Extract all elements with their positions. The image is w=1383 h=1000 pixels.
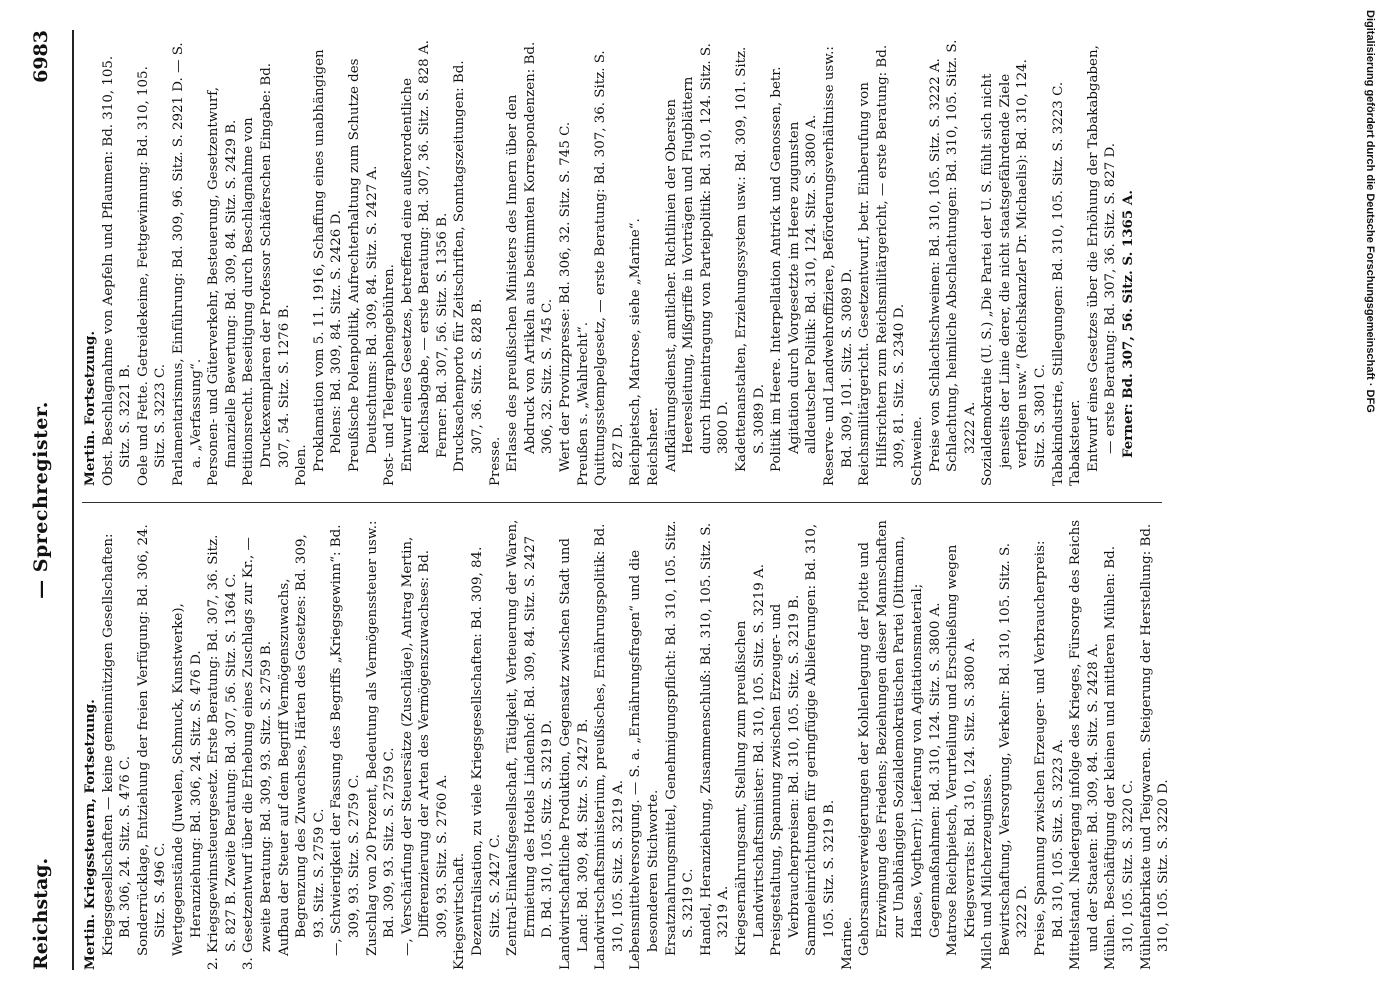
- register-entry: Zentral-Einkaufsgesellschaft, Tätigkeit, Verteuerung der Waren, Ermietung des Hotels Lindenhof: Bd. 309, 84. Sitz. S. 2427 D. Bd. 310, 105. Sitz. S. 3219 D.: [505, 519, 556, 956]
- register-entry: Drucksachenporto für Zeitschriften, Sonntagszeitungen: Bd. 307, 36. Sitz. S. 828 B.: [452, 60, 486, 472]
- register-entry: Tabakindustrie, Stillegungen: Bd. 310, 105. Sitz. S. 3223 C.: [1050, 81, 1066, 486]
- register-entry: Sammeleinrichtungen für geringfügige Ablieferungen: Bd. 310, 105. Sitz. S. 3219 B.: [804, 523, 837, 956]
- register-entry: Kriegsgesellschaften — keine gemeinnützigen Gesellschaften: Bd. 306, 24. Sitz. S. 476 C.: [100, 533, 134, 956]
- register-entry: 3. Gesetzentwurf über die Erhebung eines Zuschlags zur Kr., — zweite Beratung: Bd. 309, 93. Sitz. S. 2759 B.: [241, 537, 274, 970]
- register-entry: Matrose Reichpietsch, Verurteilung und Erschießung wegen Kriegsverrats: Bd. 310, 124. Sitz. S. 3800 A.: [945, 544, 978, 956]
- register-entry: Milch und Milcherzeugnisse.: [980, 773, 996, 970]
- register-entry: Post- und Telegraphengebühren.: [382, 264, 398, 486]
- register-entry: Landwirtschaftliche Produktion, Gegensatz zwischen Stadt und Land: Bd. 309, 84. Sitz. S. 2427 B.: [558, 538, 591, 970]
- register-entry: Marine.: [839, 916, 855, 970]
- right-column: [82, 34, 1172, 486]
- register-entry: Preußen s. „Wahlrecht“.: [575, 322, 591, 486]
- register-entry: Erlasse des preußischen Ministers des Innern über den Abdruck von Artikeln aus bestimmten Korrespondenzen: Bd. 306, 32. Sitz. S. 745 C.: [505, 41, 556, 472]
- register-entry: —, Schwierigkeit der Fassung des Begriffs „Kriegsgewinn“: Bd. 309, 93. Sitz. S. 2759 C.: [329, 524, 362, 956]
- register-entry: Entwurf eines Gesetzes, betreffend eine außerordentliche Reichsabgabe, — erste Beratung: Bd. 307, 36. Sitz. S. 828 A.: [399, 40, 433, 472]
- register-entry: Parlamentarismus, Einführung: Bd. 309, 96. Sitz. S. 2921 D. — S. a. „Verfassung“.: [170, 42, 204, 486]
- register-entry: Mertin. Fortsetzung.: [82, 330, 98, 486]
- register-entry: Sozialdemokratie (U. S.) „Die Partei der U. S. fühlt sich nicht jenseits der Linie derer, die nicht staatsgefährdende Ziele verfolgen usw.“ (Reichskanzler Dr. Michaelis): Bd. 310, 124. Sitz. S. 3801 C.: [980, 59, 1049, 486]
- register-entry: Personen- und Güterverkehr, Besteuerung, Gesetzentwurf, finanzielle Bewertung: Bd. 309, 84. Sitz. S. 2429 B.: [206, 87, 239, 486]
- register-entry: Reichpietsch, Matrose, siehe „Marine“.: [628, 218, 644, 486]
- register-entry: Ferner: Bd. 307, 56. Sitz. S. 1356 B.: [434, 212, 450, 458]
- register-entry: Polen.: [294, 444, 310, 486]
- register-entry: Mühlen. Beschäftigung der kleinen und mittleren Mühlen: Bd. 310, 105. Sitz. S. 3220 C.: [1103, 546, 1137, 970]
- register-entry: Schweine.: [909, 416, 925, 486]
- register-entry: Proklamation vom 5. 11. 1916, Schaffung eines unabhängigen Polens: Bd. 309, 84. Sitz. S. 2426 D.: [311, 49, 345, 472]
- register-entry: Lebensmittelversorgung. — S. a. „Ernährungsfragen“ und die besonderen Stichworte.: [628, 549, 661, 970]
- register-entry: Preußische Polenpolitik, Aufrechterhaltung zum Schutze des Deutschtums: Bd. 309, 84. Sitz. S. 2427 A.: [346, 58, 380, 472]
- register-entry: Dezentralisation, zu viele Kriegsgesellschaften: Bd. 309, 84. Sitz. S. 2427 C.: [470, 546, 503, 956]
- register-entry: Aufklärungsdienst, amtlicher. Richtlinien der Obersten Heeresleitung, Mißgriffe in Vorträgen und Flugblättern durch Hineintragung von Parteipolitik: Bd. 310, 124. Sitz. S. 3800 D.: [663, 43, 732, 472]
- register-entry: Preisgestaltung, Spannung zwischen Erzeuger- und Verbraucherpreisen: Bd. 310, 105. Sitz. S. 3219 B.: [769, 594, 802, 956]
- header-title: Reichstag.: [30, 857, 52, 970]
- register-entry: Entwurf eines Gesetzes über die Erhöhung der Tabakabgaben, — erste Beratung: Bd. 307, 36. Sitz. S. 827 D.: [1085, 45, 1119, 472]
- register-entry: Preise, Spannung zwischen Erzeuger- und Verbraucherpreis: Bd. 310, 105. Sitz. S. 3223 A.: [1033, 540, 1066, 956]
- page-header: [30, 30, 60, 970]
- page-number: 6983: [30, 30, 52, 83]
- register-entry: Handel, Heranziehung, Zusammenschluß: Bd. 310, 105. Sitz. S. 3219 A.: [698, 522, 732, 956]
- register-entry: Wert der Provinzpresse: Bd. 306, 32. Sitz. S. 745 C.: [558, 121, 574, 472]
- register-entry: Mittelstand. Niedergang infolge des Krieges, Fürsorge des Reichs und der Staaten: Bd. 309, 84. Sitz. S. 2428 A.: [1068, 519, 1101, 970]
- digitization-credit: Digitalisierung gefördert durch die Deutsche Forschungsgemeinschaft · DFG: [1364, 10, 1376, 413]
- register-entry: Gehorsamsverweigerungen der Kohlenlegung der Flotte und Erzwingung des Friedens; Beziehungen dieser Mannschaften zur Unabhängigen Sozialdemokratischen Partei (Dittmann, Haase, Vogtherr); Lieferung von Agitationsmaterial; Gegenmaßnahmen: Bd. 310, 124. Sitz. S. 3800 A.: [857, 520, 943, 956]
- register-entry: Ersatznahrungsmittel, Genehmigungspflicht: Bd. 310, 105. Sitz. S. 3219 C.: [663, 520, 697, 956]
- register-entry: Aufbau der Steuer auf dem Begriff Vermögenszuwachs, Begrenzung des Zuwachses, Härten des Gesetzes: Bd. 309, 93. Sitz. S. 2759 C.: [276, 534, 327, 956]
- register-entry: Reichsheer.: [646, 407, 661, 486]
- register-entry: Reichsmilitärgericht. Gesetzentwurf, betr. Einberufung von Hilfsrichtern zum Reichsmilitärgericht, — erste Beratung: Bd. 309, 81. Sitz. S. 2340 D.: [857, 44, 908, 486]
- register-entry: Mühlenfabrikate und Teigwaren. Steigerung der Herstellung: Bd. 310, 105. Sitz. S. 3220 D.: [1138, 523, 1172, 970]
- register-entry: Quittungsstempelgesetz, — erste Beratung: Bd. 307, 36. Sitz. S. 827 D.: [593, 50, 626, 486]
- header-subtitle: — Sprechregister.: [30, 401, 52, 599]
- register-entry: Ferner: Bd. 307, 56. Sitz. S. 1365 A.: [1120, 190, 1137, 458]
- column-divider: [82, 502, 1162, 503]
- register-entry: Oele und Fette. Getreidekeime, Fettgewinnung: Bd. 310, 105. Sitz. S. 3223 C.: [135, 66, 169, 486]
- register-entry: —, Verschärfung der Steuersätze (Zuschläge), Antrag Mertin, Differenzierung der Arten des Vermögenszuwachses: Bd. 309, 93. Sitz. S. 2760 A.: [399, 536, 450, 956]
- register-entry: Petitionsrecht. Beseitigung durch Beschlagnahme von Druckexemplaren der Professor Schäferschen Eingabe: Bd. 307, 54. Sitz. S. 1276 B.: [241, 62, 292, 486]
- register-entry: Kadettenanstalten, Erziehungssystem usw.: Bd. 309, 101. Sitz. S. 3089 D.: [733, 46, 767, 472]
- register-entry: Obst. Beschlagnahme von Aepfeln und Pflaumen: Bd. 310, 105. Sitz. S. 3221 B.: [100, 55, 134, 486]
- register-entry: Zuschlag von 20 Prozent, Bedeutung als Vermögenssteuer usw.: Bd. 309, 93. Sitz. S. 2759 C.: [364, 520, 398, 956]
- register-entry: Bewirtschaftung, Versorgung, Verkehr: Bd. 310, 105. Sitz. S. 3222 D.: [997, 543, 1031, 956]
- register-entry: Presse.: [487, 436, 503, 486]
- register-entry: Politik im Heere. Interpellation Antrick und Genossen, betr. Agitation durch Vorgesetzte im Heere zugunsten alldeutscher Politik: Bd. 310, 124. Sitz. S. 3800 A.: [769, 66, 820, 472]
- register-entry: Preise von Schlachtschweinen: Bd. 310, 105. Sitz. S. 3222 A.: [927, 58, 943, 472]
- register-entry: Kriegswirtschaft.: [452, 852, 468, 970]
- register-entry: Tabaksteuer.: [1068, 399, 1084, 486]
- register-entry: Wertgegenstände (Juwelen, Schmuck, Kunstwerke), Heranziehung: Bd. 306, 24. Sitz. S. 476 D.: [170, 603, 204, 956]
- header-rule: [72, 30, 74, 970]
- register-entry: Schlachtung, heimliche Abschlachtungen: Bd. 310, 105. Sitz. S. 3222 A.: [945, 39, 978, 472]
- side-note: [1360, 10, 1382, 990]
- register-entry: Landwirtschaftsministerium, preußisches, Ernährungspolitik: Bd. 310, 105. Sitz. S. 3219 A.: [593, 523, 626, 970]
- register-entry: 2. Kriegsgewinnsteuergesetz. Erste Beratung: Bd. 307, 36. Sitz. S. 827 B. Zweite Beratung: Bd. 307, 56. Sitz. S. 1364 C.: [206, 534, 239, 970]
- left-column: [82, 518, 1172, 970]
- register-entry: Mertin. Kriegssteuern, Fortsetzung.: [82, 699, 98, 970]
- register-entry: Reserve- und Landwehroffiziere, Beförderungsverhältnisse usw.: Bd. 309, 101. Sitz. S. 3089 D.: [821, 46, 855, 486]
- register-entry: Kriegsernährungsamt, Stellung zum preußischen Landwirtschaftsminister: Bd. 310, 105. Sitz. S. 3219 A.: [733, 564, 767, 956]
- register-entry: Sonderrücklage, Entziehung der freien Verfügung: Bd. 306, 24. Sitz. S. 496 C.: [135, 524, 169, 956]
